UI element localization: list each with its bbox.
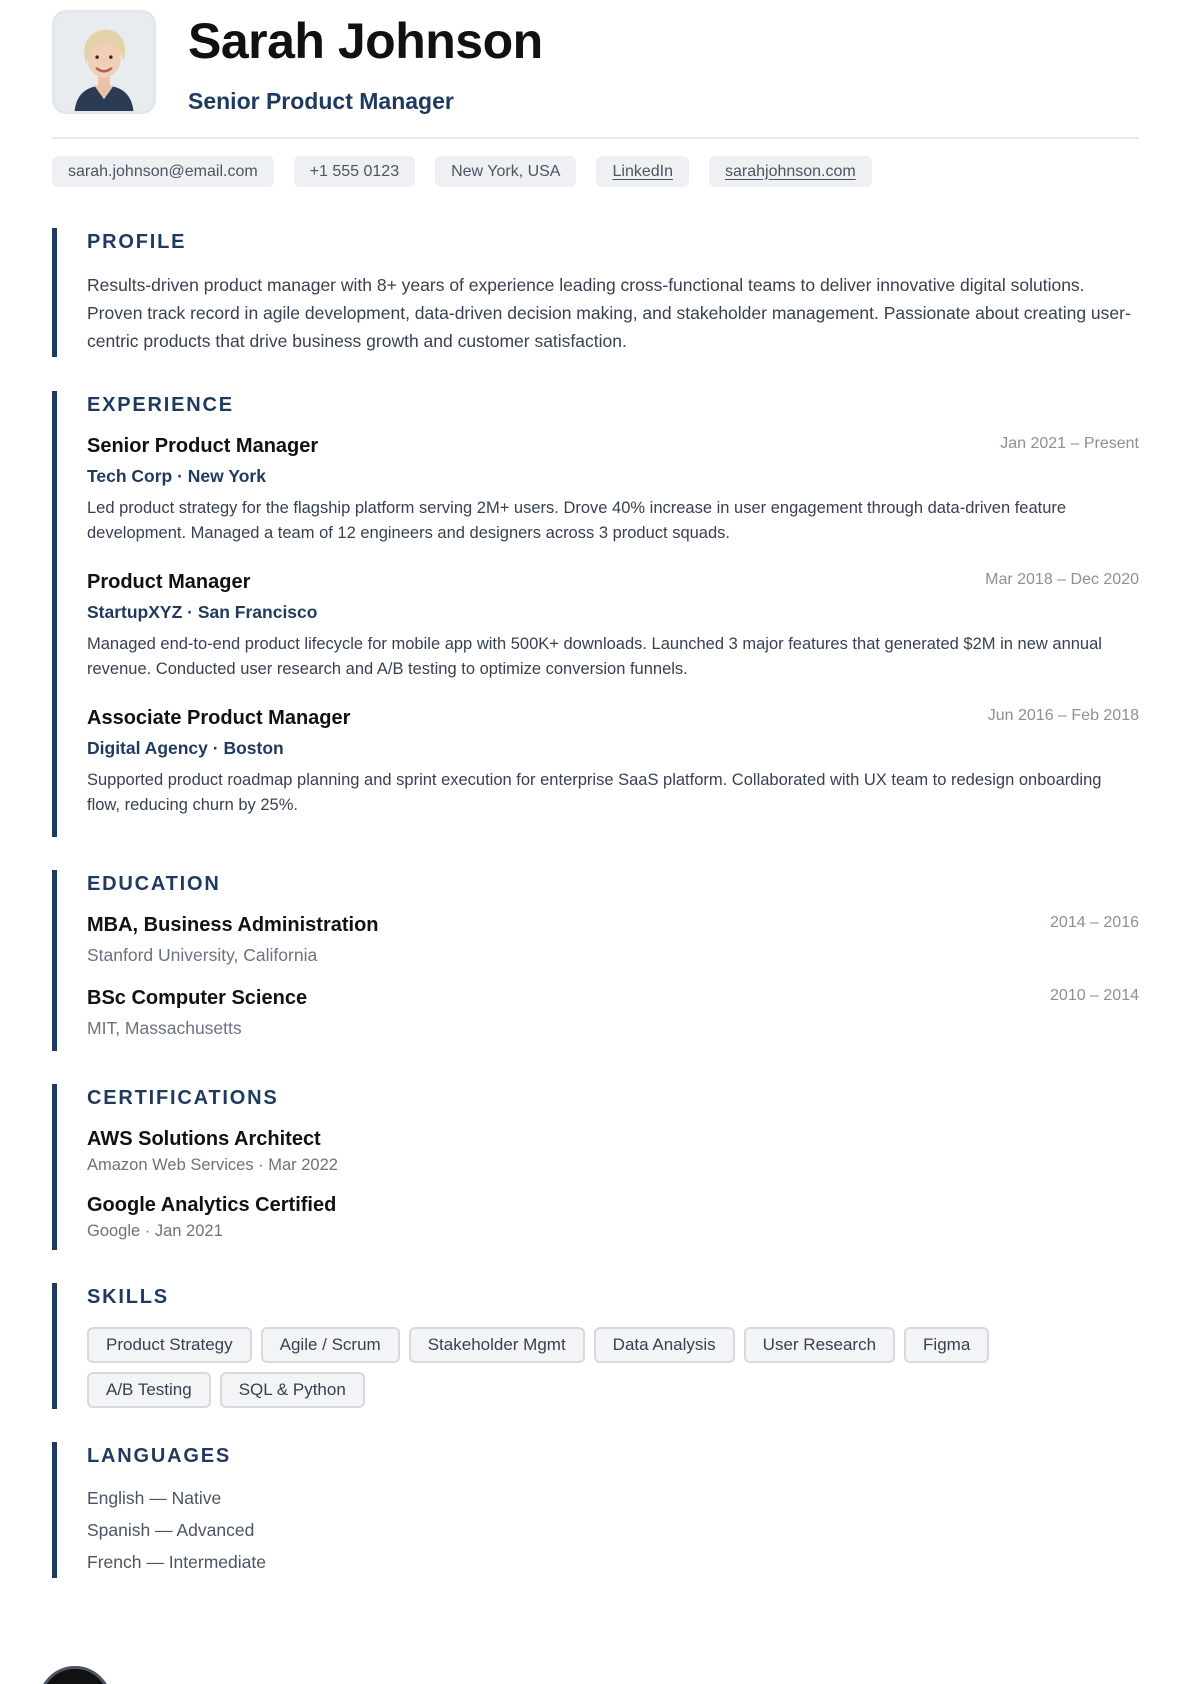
certification-name: AWS Solutions Architect xyxy=(87,1128,321,1150)
resume-header xyxy=(52,0,1139,139)
skill-tag: Product Strategy xyxy=(87,1327,252,1363)
school-name: Stanford University, California xyxy=(87,945,318,965)
resume-page xyxy=(52,0,1139,1572)
job-role: Associate Product Manager xyxy=(87,707,351,729)
floating-action-icon[interactable] xyxy=(38,1666,112,1684)
job-description: Managed end-to-end product lifecycle for mobile app with 500K+ downloads. Launched 3 major features that generated $2M in new annual revenue. Conducted user research and A/B testing to optimize conversion funnels. xyxy=(87,635,1102,678)
linkedin-link[interactable]: LinkedIn xyxy=(596,156,689,187)
experience-item xyxy=(87,569,1139,682)
job-company: Tech Corp · New York xyxy=(87,466,266,486)
job-role: Senior Product Manager xyxy=(87,435,319,457)
job-dates: Jan 2021 – Present xyxy=(1000,435,1139,452)
certification-name: Google Analytics Certified xyxy=(87,1194,337,1216)
job-dates: Jun 2016 – Feb 2018 xyxy=(987,707,1139,724)
job-role: Product Manager xyxy=(87,571,251,593)
study-dates: 2014 – 2016 xyxy=(1050,914,1139,931)
section-heading: SKILLS xyxy=(87,1286,169,1308)
candidate-title: Senior Product Manager xyxy=(188,88,454,114)
skill-tag: Stakeholder Mgmt xyxy=(409,1327,585,1363)
email-contact[interactable]: sarah.johnson@email.com xyxy=(52,156,274,187)
language-item: Spanish — Advanced xyxy=(87,1520,255,1540)
section-heading: LANGUAGES xyxy=(87,1445,231,1467)
certifications-section xyxy=(52,1084,1139,1250)
certification-issuer: Google · Jan 2021 xyxy=(87,1222,223,1240)
languages-section xyxy=(52,1442,1139,1578)
skills-list xyxy=(87,1327,1117,1408)
skill-tag: User Research xyxy=(744,1327,895,1363)
experience-item xyxy=(87,705,1139,818)
section-heading: EXPERIENCE xyxy=(87,394,234,416)
section-heading: PROFILE xyxy=(87,231,187,253)
job-description: Led product strategy for the flagship platform serving 2M+ users. Drove 40% increase in user engagement through data-driven feature development. Managed a team of 12 engineers and designers across 3 product squads. xyxy=(87,499,1067,542)
experience-item xyxy=(87,433,1139,546)
section-heading: CERTIFICATIONS xyxy=(87,1087,279,1109)
job-company: Digital Agency · Boston xyxy=(87,738,284,758)
certification-item xyxy=(87,1126,1139,1176)
education-section xyxy=(52,870,1139,1051)
profile-section xyxy=(52,228,1139,357)
degree-name: MBA, Business Administration xyxy=(87,914,379,936)
profile-summary: Results-driven product manager with 8+ years of experience leading cross-functional teams to deliver innovative digital solutions. Proven track record in agile development, data-driven decision making, and stakeholder management. Passionate about creating user-centric products that drive business growth and customer satisfaction. xyxy=(87,275,1131,351)
website-link[interactable]: sarahjohnson.com xyxy=(709,156,872,187)
degree-name: BSc Computer Science xyxy=(87,987,308,1009)
education-item xyxy=(87,912,1139,967)
section-heading: EDUCATION xyxy=(87,873,221,895)
education-item xyxy=(87,985,1139,1040)
skill-tag: SQL & Python xyxy=(220,1372,365,1408)
language-item: French — Intermediate xyxy=(87,1552,266,1572)
job-description: Supported product roadmap planning and sprint execution for enterprise SaaS platform. Collaborated with UX team to redesign onboarding flow, reducing churn by 25%. xyxy=(87,771,1102,814)
skill-tag: Figma xyxy=(904,1327,989,1363)
contact-bar xyxy=(52,156,872,187)
languages-list xyxy=(87,1482,1139,1578)
job-dates: Mar 2018 – Dec 2020 xyxy=(985,571,1139,588)
experience-section xyxy=(52,391,1139,837)
skills-section xyxy=(52,1283,1139,1409)
job-company: StartupXYZ · San Francisco xyxy=(87,602,318,622)
avatar-illustration xyxy=(55,13,153,111)
school-name: MIT, Massachusetts xyxy=(87,1018,242,1038)
skill-tag: Agile / Scrum xyxy=(261,1327,400,1363)
location-contact: New York, USA xyxy=(435,156,576,187)
skill-tag: A/B Testing xyxy=(87,1372,211,1408)
profile-photo xyxy=(52,10,156,114)
skill-tag: Data Analysis xyxy=(594,1327,735,1363)
candidate-name: Sarah Johnson xyxy=(188,13,543,69)
study-dates: 2010 – 2014 xyxy=(1050,987,1139,1004)
certification-issuer: Amazon Web Services · Mar 2022 xyxy=(87,1156,338,1174)
certification-item xyxy=(87,1192,1139,1242)
language-item: English — Native xyxy=(87,1488,222,1508)
phone-contact[interactable]: +1 555 0123 xyxy=(294,156,415,187)
